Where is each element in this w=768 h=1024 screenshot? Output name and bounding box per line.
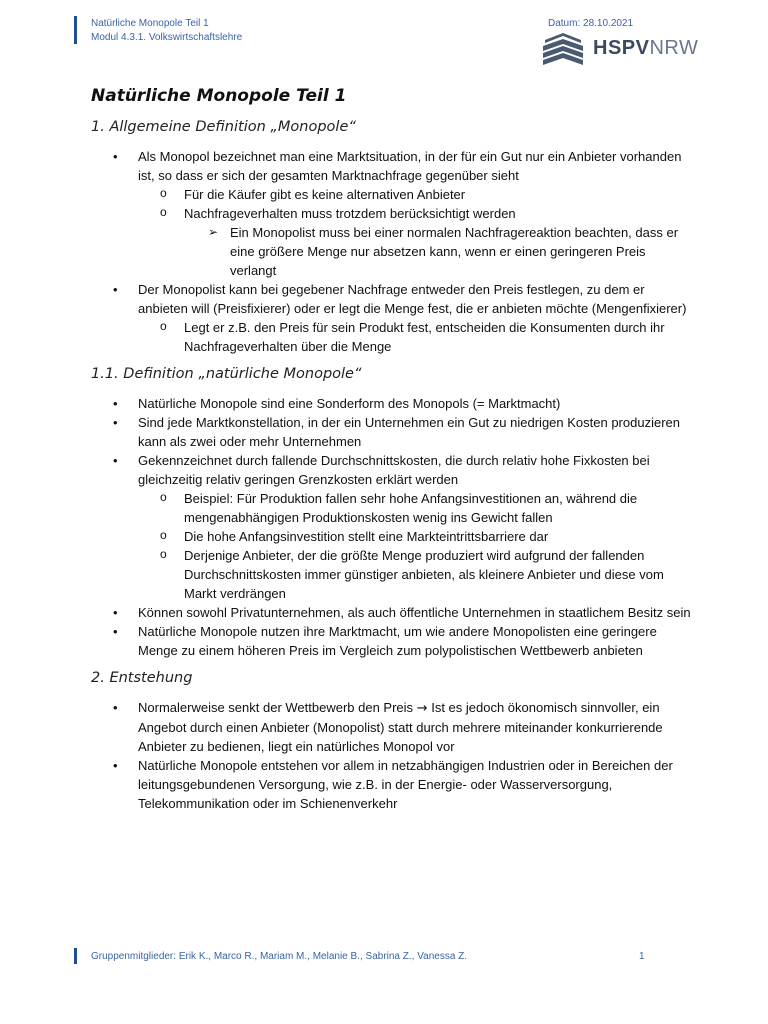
section-heading-2: 2. Entstehung — [91, 670, 193, 686]
arrow-list-item: ➢ Ein Monopolist muss bei einer normalen Nachfragereaktion beachten, dass er eine größere Menge nur absetzen kann, wenn er einen geringeren Preis verlangt — [91, 223, 691, 280]
section-heading-1-1: 1.1. Definition „natürliche Monopole“ — [91, 366, 362, 382]
document-title: Natürliche Monopole Teil 1 — [91, 86, 347, 106]
list-item-text: Ist es jedoch ökonomisch sinnvoller, ein Angebot durch einen Anbieter (Monopolist) statt durch mehrere miteinander konkurrierende Anbieter zu bedienen, liegt ein natürliches Monopol vor — [138, 700, 663, 754]
footer-members: Gruppenmitglieder: Erik K., Marco R., Mariam M., Melanie B., Sabrina Z., Vanessa Z. — [91, 951, 468, 962]
logo-stack-icon — [541, 32, 585, 66]
sub-list-item: o Nachfrageverhalten muss trotzdem berücksichtigt werden — [91, 204, 691, 223]
page-number: 1 — [639, 951, 645, 962]
footer-accent-bar — [74, 948, 77, 964]
section-1-list — [91, 147, 691, 356]
sub-list-item: o Die hohe Anfangsinvestition stellt eine Markteintrittsbarriere dar — [91, 527, 691, 546]
header-module: Modul 4.3.1. Volkswirtschaftslehre — [91, 32, 243, 43]
list-item: • Gekennzeichnet durch fallende Durchschnittskosten, die durch relativ hohe Fixkosten bei gleichzeitig relativ geringen Grenzkosten erklärt werden — [91, 451, 691, 489]
right-arrow-icon: → — [416, 701, 428, 716]
sub-list-item: o Legt er z.B. den Preis für sein Produkt fest, entscheiden die Konsumenten durch ihr Nachfrageverhalten über die Menge — [91, 318, 691, 356]
list-item-text: Normalerweise senkt der Wettbewerb den Preis — [138, 700, 414, 715]
list-item: • Der Monopolist kann bei gegebener Nachfrage entweder den Preis festlegen, zu dem er anbieten will (Preisfixierer) oder er legt die Menge fest, die er anbieten möchte (Mengenfixierer) — [91, 280, 691, 318]
list-item: • Als Monopol bezeichnet man eine Marktsituation, in der für ein Gut nur ein Anbieter vorhanden ist, so dass er sich der gesamten Marktnachfrage gegenüber sieht — [91, 147, 691, 185]
section-1-1-list — [91, 394, 691, 660]
sub-list-item: o Für die Käufer gibt es keine alternativen Anbieter — [91, 185, 691, 204]
header-date: Datum: 28.10.2021 — [548, 18, 634, 29]
header-title: Natürliche Monopole Teil 1 — [91, 18, 209, 29]
sub-list-item: o Beispiel: Für Produktion fallen sehr hohe Anfangsinvestitionen an, während die mengenabhängigen Produktionskosten wenig ins Gewicht fallen — [91, 489, 691, 527]
document-body — [91, 84, 691, 821]
list-item: • Natürliche Monopole entstehen vor allem in netzabhängigen Industrien oder in Bereichen der leitungsgebundenen Versorgung, wie z.B. in der Energie- oder Wasserversorgung, Telekommunikation oder im Schienenverkehr — [91, 756, 691, 813]
list-item — [91, 698, 691, 756]
list-item: • Natürliche Monopole sind eine Sonderform des Monopols (= Marktmacht) — [91, 394, 691, 413]
section-heading-1: 1. Allgemeine Definition „Monopole“ — [91, 119, 356, 135]
logo-wordmark: HSPVNRW — [593, 37, 699, 59]
list-item: • Sind jede Marktkonstellation, in der ein Unternehmen ein Gut zu niedrigen Kosten produzieren kann als zwei oder mehr Unternehmen — [91, 413, 691, 451]
header-left — [91, 17, 242, 45]
list-item: • Natürliche Monopole nutzen ihre Marktmacht, um wie andere Monopolisten eine geringere Menge zu einem höheren Preis im Vergleich zum polypolistischen Wettbewerb anbieten — [91, 622, 691, 660]
hspv-logo — [541, 32, 699, 66]
sub-list-item: o Derjenige Anbieter, der die größte Menge produziert wird aufgrund der fallenden Durchschnittskosten immer günstiger anbieten, als kleinere Anbieter und diese vom Markt verdrängen — [91, 546, 691, 603]
section-2-list — [91, 698, 691, 813]
list-item: • Können sowohl Privatunternehmen, als auch öffentliche Unternehmen in staatlichem Besitz sein — [91, 603, 691, 622]
header-accent-bar — [74, 16, 77, 44]
